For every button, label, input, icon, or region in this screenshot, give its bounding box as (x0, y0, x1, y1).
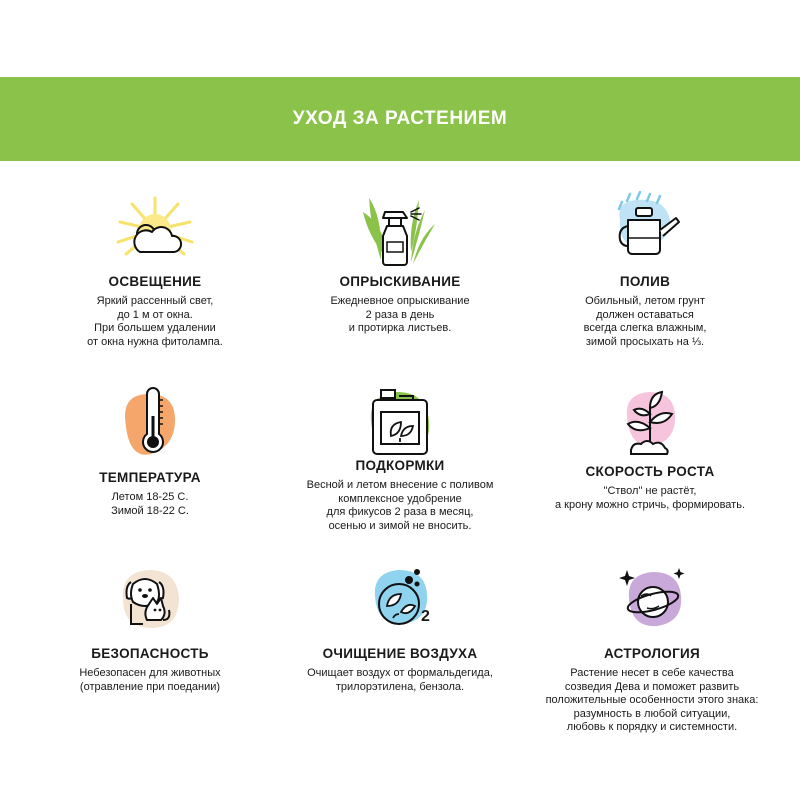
sprout-icon (605, 386, 695, 466)
card-temperature (25, 386, 275, 518)
spray-bottle-icon (355, 190, 445, 270)
card-description: Ежедневное опрыскивание 2 раза в день и протирка листьев. (330, 295, 470, 334)
sun-cloud-icon (110, 190, 200, 270)
thermometer-icon (105, 386, 195, 466)
card-description: Растение несет в себе качества созведия Дева и поможет развить положительные особенности этого знака: разумность в любой ситуации, любовь к порядку и системности. (545, 667, 759, 733)
card-astrology (527, 562, 777, 735)
fertilizer-canister-icon (355, 386, 445, 466)
card-title: СКОРОСТЬ РОСТА (585, 464, 715, 479)
page-title: УХОД ЗА РАСТЕНИЕМ (292, 108, 508, 129)
card-air-cleaning (275, 562, 525, 694)
card-title: ТЕМПЕРАТУРА (99, 470, 201, 485)
card-title: ОСВЕЩЕНИЕ (108, 274, 202, 289)
card-title: ОЧИЩЕНИЕ ВОЗДУХА (322, 646, 478, 661)
planet-stars-icon (607, 562, 697, 642)
card-title: АСТРОЛОГИЯ (603, 646, 701, 661)
card-title: ПОЛИВ (619, 274, 671, 289)
card-title: ПОДКОРМКИ (355, 458, 445, 473)
watering-can-icon (600, 190, 690, 270)
card-safety (25, 562, 275, 694)
card-description: Весной и летом внесение с поливом комплексное удобрение для фикусов 2 раза в месяц, осенью и зимой не вносить. (306, 479, 494, 532)
card-description: Летом 18-25 С. Зимой 18-22 С. (111, 491, 189, 517)
card-description: "Ствол" не растёт, а крону можно стричь, формировать. (554, 485, 746, 511)
card-title: ОПРЫСКИВАНИЕ (339, 274, 461, 289)
o2-subscript: 2 (421, 608, 430, 625)
card-spraying (275, 190, 525, 336)
card-title: БЕЗОПАСНОСТЬ (91, 646, 209, 661)
eco-o2-icon (355, 562, 445, 642)
card-fertilizing (275, 386, 525, 533)
card-lighting (30, 190, 280, 349)
header-banner (0, 77, 800, 161)
card-watering (520, 190, 770, 349)
card-description: Обильный, летом грунт должен оставаться всегда слегка влажным, зимой просыхать на ⅓. (583, 295, 707, 348)
card-growth-rate (525, 386, 775, 512)
card-description: Яркий рассенный свет, до 1 м от окна. При большем удалении от окна нужна фитолампа. (87, 295, 223, 348)
dog-cat-icon (105, 562, 195, 642)
card-description: Небезопасен для животных (отравление при поедании) (79, 667, 221, 693)
card-description: Очищает воздух от формальдегида, трилорэтилена, бензола. (307, 667, 493, 693)
